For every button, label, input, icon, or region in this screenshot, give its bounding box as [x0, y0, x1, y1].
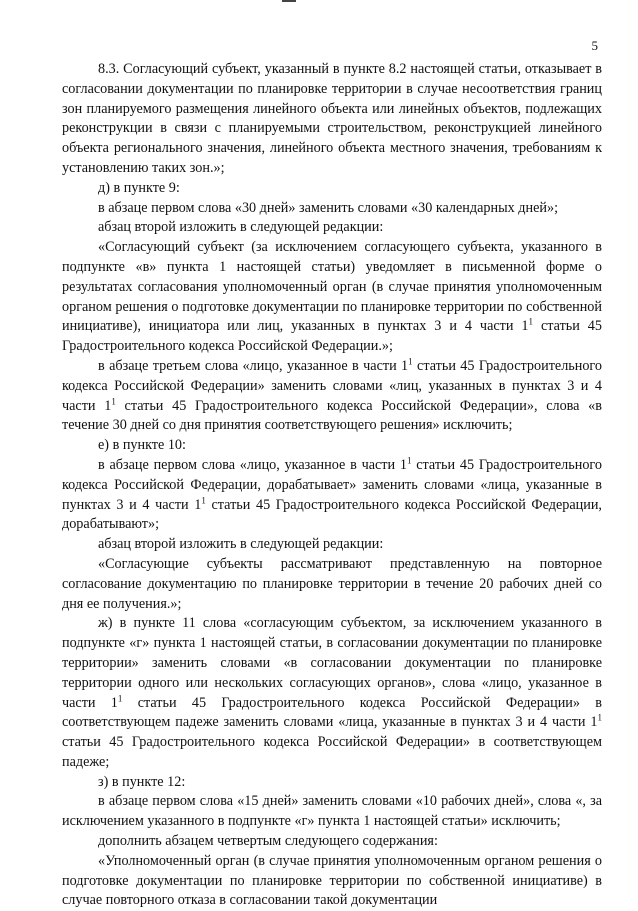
paragraph-text: абзац второй изложить в следующей редакции: — [98, 219, 384, 236]
paragraph-text: з) в пункте 12: — [98, 773, 186, 790]
paragraph-text: 8.3. Согласующий субъект, указанный в пункте 8.2 настоящей статьи, отказывает в согласовании документации по планировке территории в случае несоответствия границ зон планируемого размещения линейного объекта или линейных объектов, подлежащих реконструкции в связи с планируемыми строительством, реконструкцией линейного объекта регионального значения, линейного объекта местного значения, требованиям к установлению таких зон.»; — [62, 61, 602, 176]
superscript: 1 — [117, 692, 123, 703]
paragraph-text: статьи 45 Градостроительного кодекса Российской Федерации» в соответствующем падеже; — [62, 734, 602, 770]
page-number: 5 — [591, 38, 598, 53]
superscript: 1 — [408, 356, 413, 367]
paragraph — [62, 199, 602, 219]
paragraph-text: «Согласующий субъект (за исключением согласующего субъекта, указанного в подпункте «в» пункта 1 настоящей статьи) уведомляет в письменной форме о результатах согласования уполномоченный орган (в случае принятия уполномоченным органом решения о подготовке документации по планировке территории по собственной инициативе), инициатора или лиц, указанных в пунктах 3 и 4 части 1 — [62, 239, 602, 335]
paragraph-text: статьи 45 Градостроительного кодекса Российской Федерации», слова «в течение 30 дней со дня принятия соответствующего решения» исключить; — [62, 397, 602, 434]
paragraph — [62, 456, 602, 535]
paragraph — [62, 60, 602, 179]
paragraph — [62, 773, 602, 793]
paragraph-text: дополнить абзацем четвертым следующего содержания: — [98, 833, 438, 850]
paragraph — [62, 852, 602, 911]
paragraph-text: статьи 45 Градостроительного кодекса Российской Федерации, дорабатывает» заменить словами «лица, указанные в пунктах 3 и 4 части 1 — [62, 456, 602, 513]
superscript: 1 — [597, 712, 602, 723]
top-scan-mark — [282, 0, 296, 2]
superscript: 1 — [201, 494, 206, 505]
paragraph-text: в абзаце первом слова «15 дней» заменить словами «10 рабочих дней», слова «, за исключением указанного в подпункте «г» пункта 1 настоящей статьи» исключить; — [62, 793, 602, 830]
paragraph-text: статьи 45 Градостроительного кодекса Российской Федерации.»; — [62, 318, 602, 355]
superscript: 1 — [406, 455, 412, 466]
paragraph — [62, 179, 602, 199]
paragraph-text: абзац второй изложить в следующей редакции: — [98, 536, 384, 553]
paragraph-text: статьи 45 Градостроительного кодекса Российской Федерации» в соответствующем падеже заменить словами «лица, указанные в пунктах 3 и 4 части 1 — [62, 694, 602, 731]
paragraph-text: е) в пункте 10: — [98, 437, 186, 454]
paragraph — [62, 555, 602, 614]
paragraph-text: «Согласующие субъекты рассматривают представленную на повторное согласование документацию по планировке территории в течение 20 рабочих дней со дня ее получения.»; — [62, 555, 602, 612]
paragraph — [62, 436, 602, 456]
paragraph-text: статьи 45 Градостроительного кодекса Российской Федерации» заменить словами «лиц, указанных в пунктах 3 и 4 части 1 — [62, 357, 602, 414]
paragraph-text: в абзаце третьем слова «лицо, указанное в части 1 — [98, 357, 409, 374]
paragraph-text: статьи 45 Градостроительного кодекса Российской Федерации, дорабатывают»; — [62, 496, 602, 533]
paragraph — [62, 832, 602, 852]
document-body — [62, 60, 602, 911]
superscript: 1 — [111, 395, 116, 406]
paragraph — [62, 792, 602, 832]
paragraph — [62, 614, 602, 772]
paragraph-text: д) в пункте 9: — [98, 179, 180, 196]
paragraph-text: в абзаце первом слова «30 дней» заменить словами «30 календарных дней»; — [98, 199, 559, 216]
paragraph-text: ж) в пункте 11 слова «согласующим субъектом, за исключением указанного в подпункте «г» пункта 1 настоящей статьи, в согласовании документации по планировке территории» заменить словами «в согласовании документации по планировке территории одного или нескольких согласующих органов», слова «лицо, указанное в части 1 — [62, 615, 602, 711]
paragraph-text: в абзаце первом слова «лицо, указанное в части 1 — [98, 456, 407, 473]
paragraph-text: «Уполномоченный орган (в случае принятия уполномоченным органом решения о подготовке документации по планировке территории по собственной инициативе) в случае повторного отказа в согласовании такой документации — [62, 852, 602, 909]
paragraph — [62, 535, 602, 555]
superscript: 1 — [528, 316, 534, 327]
paragraph — [62, 218, 602, 238]
paragraph — [62, 238, 602, 357]
paragraph — [62, 357, 602, 436]
